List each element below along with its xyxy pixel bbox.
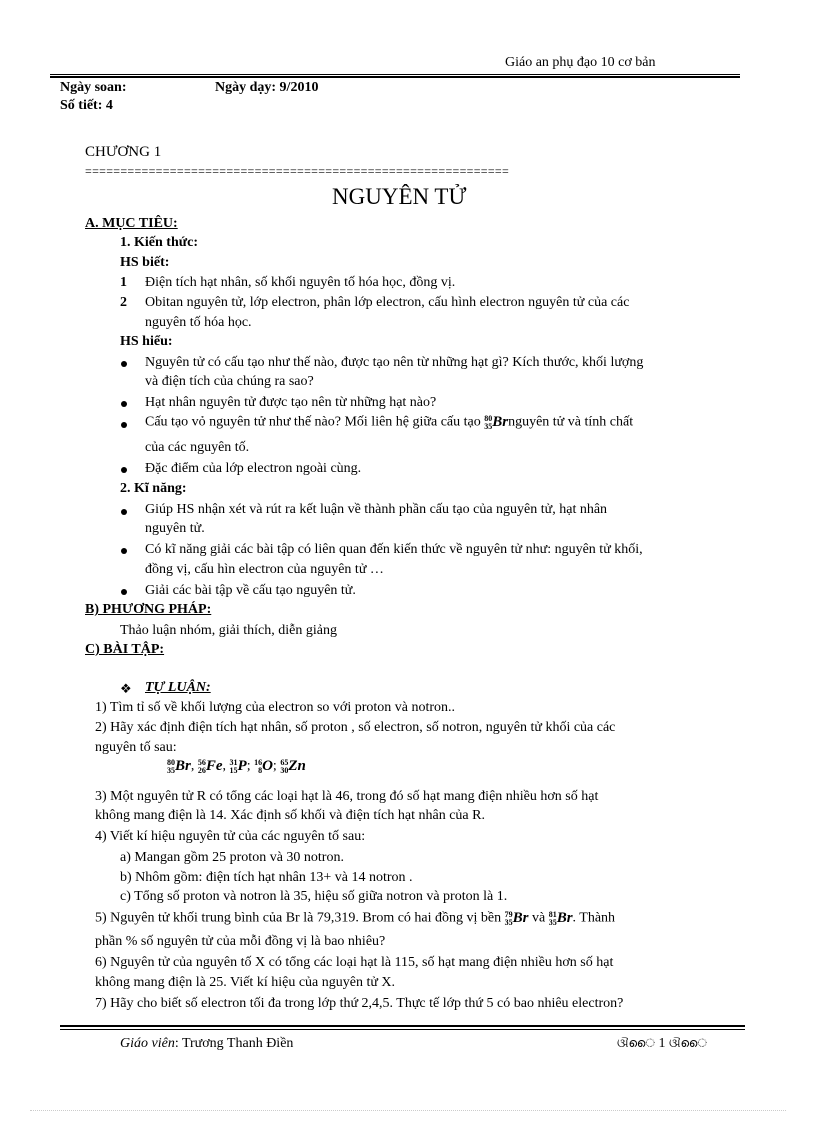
section-c-heading: C) BÀI TẬP: [85, 642, 165, 657]
element-symbol: Br [492, 414, 509, 430]
page-bottom-border [30, 1110, 786, 1111]
header-title: Giáo an phụ đạo 10 cơ bản [505, 55, 656, 70]
isotope-separator: , [222, 758, 227, 774]
atomic-number: 26 [197, 765, 206, 775]
atomic-number: 35 [548, 917, 557, 927]
header-rule-thick [50, 76, 740, 78]
mass-number: 81 [548, 909, 557, 919]
exercise-5-text-b: . Thành [572, 910, 616, 926]
isotope-zn65 [280, 758, 306, 775]
ngay-soan: Ngày soan: [60, 80, 127, 95]
mass-number: 31 [229, 757, 238, 767]
mass-number: 65 [280, 757, 289, 767]
biet-item-2-line2: nguyên tố hóa học. [145, 315, 252, 330]
footer-teacher [120, 1036, 293, 1052]
exercise-3-line2: không mang điện là 14. Xác định số khối và điện tích hạt nhân của R. [95, 808, 485, 823]
hs-biet: HS biết: [120, 255, 170, 270]
biet-item-1: Điện tích hạt nhân, số khối nguyên tố hóa học, đồng vị. [145, 275, 456, 290]
mass-number: 79 [504, 909, 513, 919]
atomic-number: 35 [167, 765, 175, 775]
exercise-4c: c) Tổng số proton và notron là 35, hiệu số giữa notron và proton là 1. [120, 889, 508, 904]
mass-number: 56 [197, 757, 206, 767]
ki-nang-item-2-line1: Có kĩ năng giải các bài tập có liên quan đến kiến thức về nguyên tử như: nguyên tử khối, [145, 542, 643, 557]
isotope-br80 [484, 414, 508, 431]
isotope-separator: ; [272, 758, 277, 774]
exercise-5-line1 [95, 910, 615, 927]
hieu-item-3-line1 [145, 414, 633, 431]
ki-nang: 2. Kĩ năng: [120, 481, 187, 496]
mass-number: 80 [484, 413, 493, 423]
exercise-4: 4) Viết kí hiệu nguyên tử của các nguyên tố sau: [95, 829, 366, 844]
isotope-o16 [254, 758, 273, 775]
hieu-item-4: Đặc điểm của lớp electron ngoài cùng. [145, 461, 362, 476]
isotope-fe56 [198, 758, 223, 775]
biet-num-2: 2 [120, 295, 127, 310]
diamond-bullet-icon: ❖ [120, 681, 132, 696]
isotope-br81 [549, 910, 573, 927]
ki-nang-item-3: Giải các bài tập về cấu tạo nguyên tử. [145, 583, 356, 598]
footer-rule-thick [60, 1025, 745, 1027]
isotope-p31 [230, 758, 247, 775]
section-a-heading: A. MỤC TIÊU: [85, 216, 178, 231]
bullet-icon [121, 361, 127, 367]
exercise-6-line2: không mang điện là 25. Viết kí hiệu của nguyên tử X. [95, 975, 396, 990]
bullet-icon [121, 589, 127, 595]
isotope-separator: , [190, 758, 195, 774]
bullet-icon [121, 401, 127, 407]
exercise-6-line1: 6) Nguyên tử của nguyên tố X có tổng các loại hạt là 115, số hạt mang điện nhiều hơn số hạt [95, 955, 614, 970]
atomic-number: 35 [484, 421, 493, 431]
ki-nang-item-1-line1: Giúp HS nhận xét và rút ra kết luận về thành phần cấu tạo của nguyên tử, hạt nhân [145, 502, 608, 517]
ki-nang-item-2-line2: đồng vị, cấu hìn electron của nguyên tử … [145, 562, 384, 577]
mass-number: 16 [254, 757, 263, 767]
exercise-3-line1: 3) Một nguyên tử R có tổng các loại hạt là 46, trong đó số hạt mang điện nhiều hơn số hạt [95, 789, 599, 804]
exercise-2-line1: 2) Hãy xác định điện tích hạt nhân, số proton , số electron, số notron, nguyên tử khối của các [95, 720, 616, 735]
hs-hieu: HS hiểu: [120, 334, 173, 349]
hieu-item-3-text-a: Cấu tạo vỏ nguyên tử như thế nào? Mối liên hệ giữa cấu tạo [145, 414, 481, 430]
main-title: NGUYÊN TỬ [332, 184, 467, 209]
section-b-text: Thảo luận nhóm, giải thích, diễn giảng [120, 623, 337, 638]
exercise-7: 7) Hãy cho biết số electron tối đa trong lớp thứ 2,4,5. Thực tế lớp thứ 5 có bao nhiêu electron? [95, 996, 624, 1011]
bullet-icon [121, 509, 127, 515]
exercise-5-line2: phần % số nguyên tử của mỗi đồng vị là bao nhiêu? [95, 934, 386, 949]
separator: ============================================================ [85, 164, 510, 178]
exercise-2-line2: nguyên tố sau: [95, 740, 177, 755]
header-rule [50, 74, 740, 75]
biet-item-2-line1: Obitan nguyên tử, lớp electron, phân lớp electron, cấu hình electron nguyên tử của các [145, 295, 630, 310]
element-symbol: Br [512, 910, 529, 926]
atomic-number: 8 [258, 765, 263, 775]
atomic-number: 35 [504, 917, 513, 927]
ornament-left-icon: ଔൈ [617, 1036, 655, 1050]
bullet-icon [121, 548, 127, 554]
element-symbol: O [262, 758, 273, 774]
section-b-heading: B) PHƯƠNG PHÁP: [85, 602, 212, 617]
hieu-item-3-text-b: nguyên tử và tính chất [508, 414, 634, 430]
isotope-br79 [505, 910, 529, 927]
ornament-right-icon: ଔൈ [668, 1036, 707, 1050]
exercise-2-isotopes [167, 758, 306, 775]
footer-label: Giáo viên [120, 1036, 175, 1051]
tu-luan-heading: TỰ LUẬN: [145, 680, 211, 695]
footer-rule [60, 1029, 745, 1030]
atomic-number: 30 [280, 765, 289, 775]
isotope-br80 [167, 758, 191, 775]
element-symbol: P [237, 758, 247, 774]
exercise-4a: a) Mangan gồm 25 proton và 30 notron. [120, 850, 344, 865]
element-symbol: Fe [205, 758, 223, 774]
atomic-number: 15 [229, 765, 238, 775]
footer-name: : Trương Thanh Điền [174, 1036, 294, 1051]
isotope-separator: ; [246, 758, 251, 774]
exercise-1: 1) Tìm tỉ số về khối lượng của electron so với proton và notron.. [95, 700, 456, 715]
page-number: 1 [658, 1036, 666, 1051]
hieu-item-3-line2: của các nguyên tố. [145, 440, 250, 455]
hieu-item-1-line1: Nguyên tử có cấu tạo như thế nào, được tạo nên từ những hạt gì? Kích thước, khối lượng [145, 355, 644, 370]
ngay-day: Ngày dạy: 9/2010 [215, 80, 319, 95]
exercise-4b: b) Nhôm gồm: điện tích hạt nhân 13+ và 14 notron . [120, 870, 413, 885]
exercise-5-text-a: 5) Nguyên tử khối trung bình của Br là 79,319. Brom có hai đồng vị bền [95, 910, 502, 926]
bullet-icon [121, 467, 127, 473]
element-symbol: Br [175, 758, 191, 774]
kien-thuc: 1. Kiến thức: [120, 235, 199, 250]
element-symbol: Zn [288, 758, 306, 774]
so-tiet: Số tiết: 4 [60, 98, 113, 113]
footer-page [617, 1036, 707, 1052]
element-symbol: Br [556, 910, 573, 926]
hieu-item-1-line2: và điện tích của chúng ra sao? [145, 374, 314, 389]
chapter-label: CHƯƠNG 1 [85, 144, 162, 160]
exercise-5-and: và [531, 910, 546, 926]
hieu-item-2: Hạt nhân nguyên tử được tạo nên từ những hạt nào? [145, 395, 437, 410]
biet-num-1: 1 [120, 275, 127, 290]
bullet-icon [121, 422, 127, 428]
ki-nang-item-1-line2: nguyên tử. [145, 521, 205, 536]
mass-number: 80 [167, 757, 175, 767]
